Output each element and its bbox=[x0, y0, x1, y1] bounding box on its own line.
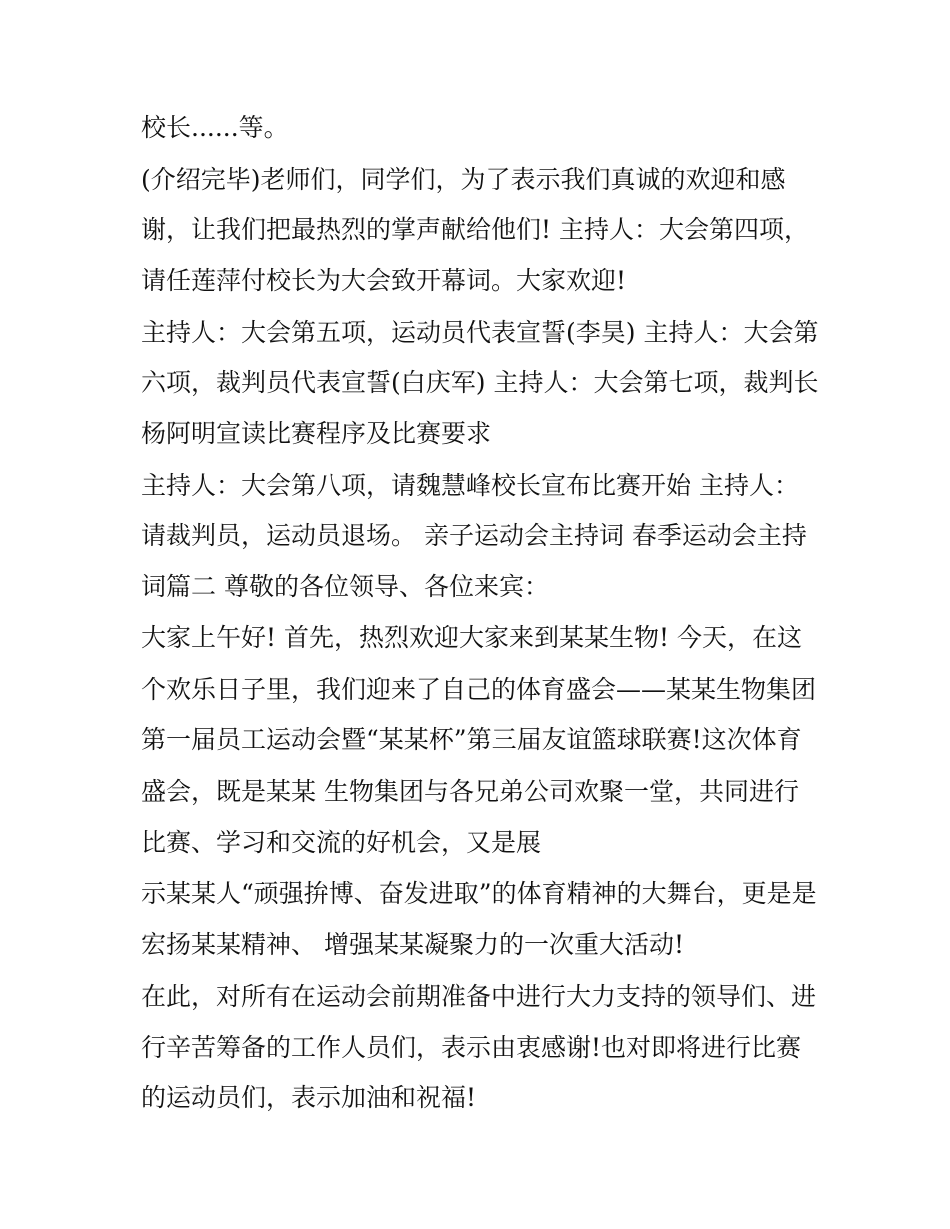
text-line-9: 请裁判员，运动员退场。 亲子运动会主持词 春季运动会主持 bbox=[141, 521, 807, 550]
text-line-2: (介绍完毕)老师们，同学们，为了表示我们真诚的欢迎和感 bbox=[141, 165, 786, 194]
text-line-8: 主持人：大会第八项，请魏慧峰校长宣布比赛开始 主持人： bbox=[141, 471, 799, 500]
text-line-13: 第一届员工运动会暨“某某杯”第三届友谊篮球联赛!这次体育 bbox=[141, 725, 802, 754]
text-line-1: 校长......等。 bbox=[141, 113, 289, 142]
text-line-17: 宏扬某某精神、 增强某某凝聚力的一次重大活动! bbox=[141, 930, 684, 959]
text-line-15: 比赛、学习和交流的好机会，又是展 bbox=[141, 828, 542, 857]
text-line-11: 大家上午好! 首先，热烈欢迎大家来到某某生物! 今天，在这 bbox=[141, 623, 802, 652]
text-line-4: 请任莲萍付校长为大会致开幕词。大家欢迎! bbox=[141, 266, 627, 295]
text-line-5: 主持人：大会第五项，运动员代表宣誓(李昊) 主持人：大会第 bbox=[141, 318, 819, 347]
text-line-19: 行辛苦筹备的工作人员们，表示由衷感谢!也对即将进行比赛 bbox=[141, 1033, 802, 1062]
text-line-14: 盛会，既是某某 生物集团与各兄弟公司欢聚一堂，共同进行 bbox=[141, 777, 799, 806]
text-line-7: 杨阿明宣读比赛程序及比赛要求 bbox=[141, 419, 492, 448]
text-line-16: 示某某人“顽强拚博、奋发进取”的体育精神的大舞台，更是是 bbox=[141, 879, 817, 908]
text-line-10: 词篇二 尊敬的各位领导、各位来宾： bbox=[141, 572, 549, 601]
text-line-3: 谢，让我们把最热烈的掌声献给他们! 主持人：大会第四项， bbox=[141, 215, 809, 244]
text-line-12: 个欢乐日子里，我们迎来了自己的体育盛会——某某生物集团 bbox=[141, 675, 817, 704]
text-line-6: 六项，裁判员代表宣誓(白庆军) 主持人：大会第七项，裁判长 bbox=[141, 368, 819, 397]
text-line-20: 的运动员们，表示加油和祝福! bbox=[141, 1083, 477, 1112]
text-line-18: 在此，对所有在运动会前期准备中进行大力支持的领导们、进 bbox=[141, 982, 817, 1011]
